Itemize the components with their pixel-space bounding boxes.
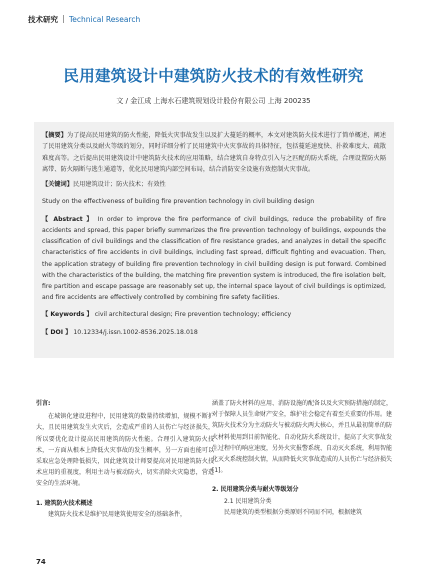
- page-number: 74: [36, 558, 46, 566]
- section-label: 技术研究: [28, 14, 58, 24]
- abstract-en-label: 【 Abstract 】: [42, 215, 95, 223]
- title-en: Study on the effectiveness of building fire prevention technology in civil building design: [42, 198, 315, 206]
- doi-label: 【 DOI 】: [42, 328, 72, 336]
- section2-heading: 2. 民用建筑分类与耐火等级划分: [212, 486, 299, 494]
- header-divider: [63, 15, 64, 23]
- abstract-cn-label: 【摘要】: [42, 132, 68, 139]
- abstract-en: [42, 214, 386, 304]
- keywords-cn-label: 【关键词】: [42, 181, 73, 189]
- abstract-box: [34, 122, 394, 358]
- body-column-right: [212, 398, 392, 526]
- intro-heading: 引言:: [36, 400, 51, 407]
- section1-paragraph: 建筑防火技术是维护民用建筑使用安全的基础条件，: [48, 510, 187, 518]
- body-column-left: [36, 398, 214, 528]
- keywords-en: [42, 309, 386, 320]
- abstract-en-text: In order to improve the fire performance of civil buildings, reduce the probability of fire accidents and spread, this paper briefly summarizes the fire prevention technology of buildings, expounds the classification of civil buildings and the classification of fire resistance grades, and analyzes in detail the specific characteristics of fire accidents in civil buildings, including fast spread, difficult fighting and evacuation. Then, the application strategy of building fire prevention technology in civil building design is put forward. Combined with the characteristics of the building, the matching fire prevention system is introduced, the fire isolation belt, fire partition and escape passage are reasonably set up, the internal space layout of civil buildings is optimized, and fire accidents are effectively controlled by combining fire safety facilities.: [42, 215, 386, 302]
- doi-line: [42, 327, 386, 338]
- keywords-en-label: 【 Keywords 】: [42, 311, 93, 319]
- journal-section-en: Technical Research: [69, 14, 141, 24]
- section2-1-paragraph: 民用建筑的类型根据分类原则不同而不同，根据建筑: [224, 508, 363, 516]
- keywords-cn-text: 民用建筑设计；防火技术；有效性: [72, 181, 166, 189]
- keywords-en-text: civil architectural design; Fire prevention technology; efficiency: [94, 311, 292, 319]
- section1-heading: 1. 建筑防火技术概述: [36, 499, 93, 507]
- journal-header: [28, 12, 140, 26]
- abstract-cn: [42, 130, 386, 175]
- section2-1-heading: 2.1 民用建筑分类: [224, 497, 272, 505]
- author-line: 文 / 金江成 上海水石建筑规划设计股份有限公司 上海 200235: [116, 97, 311, 105]
- intro-paragraph: 在城镇化建设进程中，民用建筑的数量持续增加，规模不断扩大，且民用建筑发生火灾后，会造成严重的人员伤亡与经济损失，所以要优化设计提高民用建筑的防火性能。合理引入建筑防火技术，一方面从根本上降低火灾事故的发生概率，另一方面也能可以采取应急处理降低损失，因此建筑设计师要提高对民用建筑防火技术应用的重视度，利用主动与被动防火，切实消除火灾隐患，营造安全的生活环境。: [36, 413, 214, 488]
- doi-text: 10.12334/j.issn.1002-8536.2025.18.018: [73, 328, 198, 336]
- right-paragraph: 涵盖了防火材料的应用、消防设施的配备以及火灾预防措施的制定，对于保障人员生命财产安全，维护社会稳定有着至关重要的作用。建筑防火技术分为主动防火与被动防火两大核心，并且从最初简单的防火材料使用到目前智能化、自动化防火系统设计，提高了火灾事故发生过程中的响应速度，另外火灾报警系统、自动灭火系统，利用智能化灭火系统控制火情，从而降低火灾事故造成的人员伤亡与经济损失 [1]。: [212, 400, 393, 475]
- abstract-cn-text: 为了提高民用建筑的防火性能，降低火灾事故发生以及扩大蔓延的概率，本文对建筑防火技术进行了简单概述，阐述了民用建筑分类以及耐火等级的划分，同时详细分析了民用建筑中火灾事故的具体特征，包括蔓延速度快、扑救难度大、疏散难度高等。之后提出民用建筑设计中建筑防火技术的应用策略，结合建筑自身特点引入与之匹配的防火系统，合理设置防火隔离带、防火隔断与逃生通道等，优化民用建筑内部空间布局，结合消防安全设施有效控制火灾事故。: [42, 132, 387, 173]
- article-title: 民用建筑设计中建筑防火技术的有效性研究: [63, 67, 364, 85]
- keywords-cn: [42, 179, 386, 190]
